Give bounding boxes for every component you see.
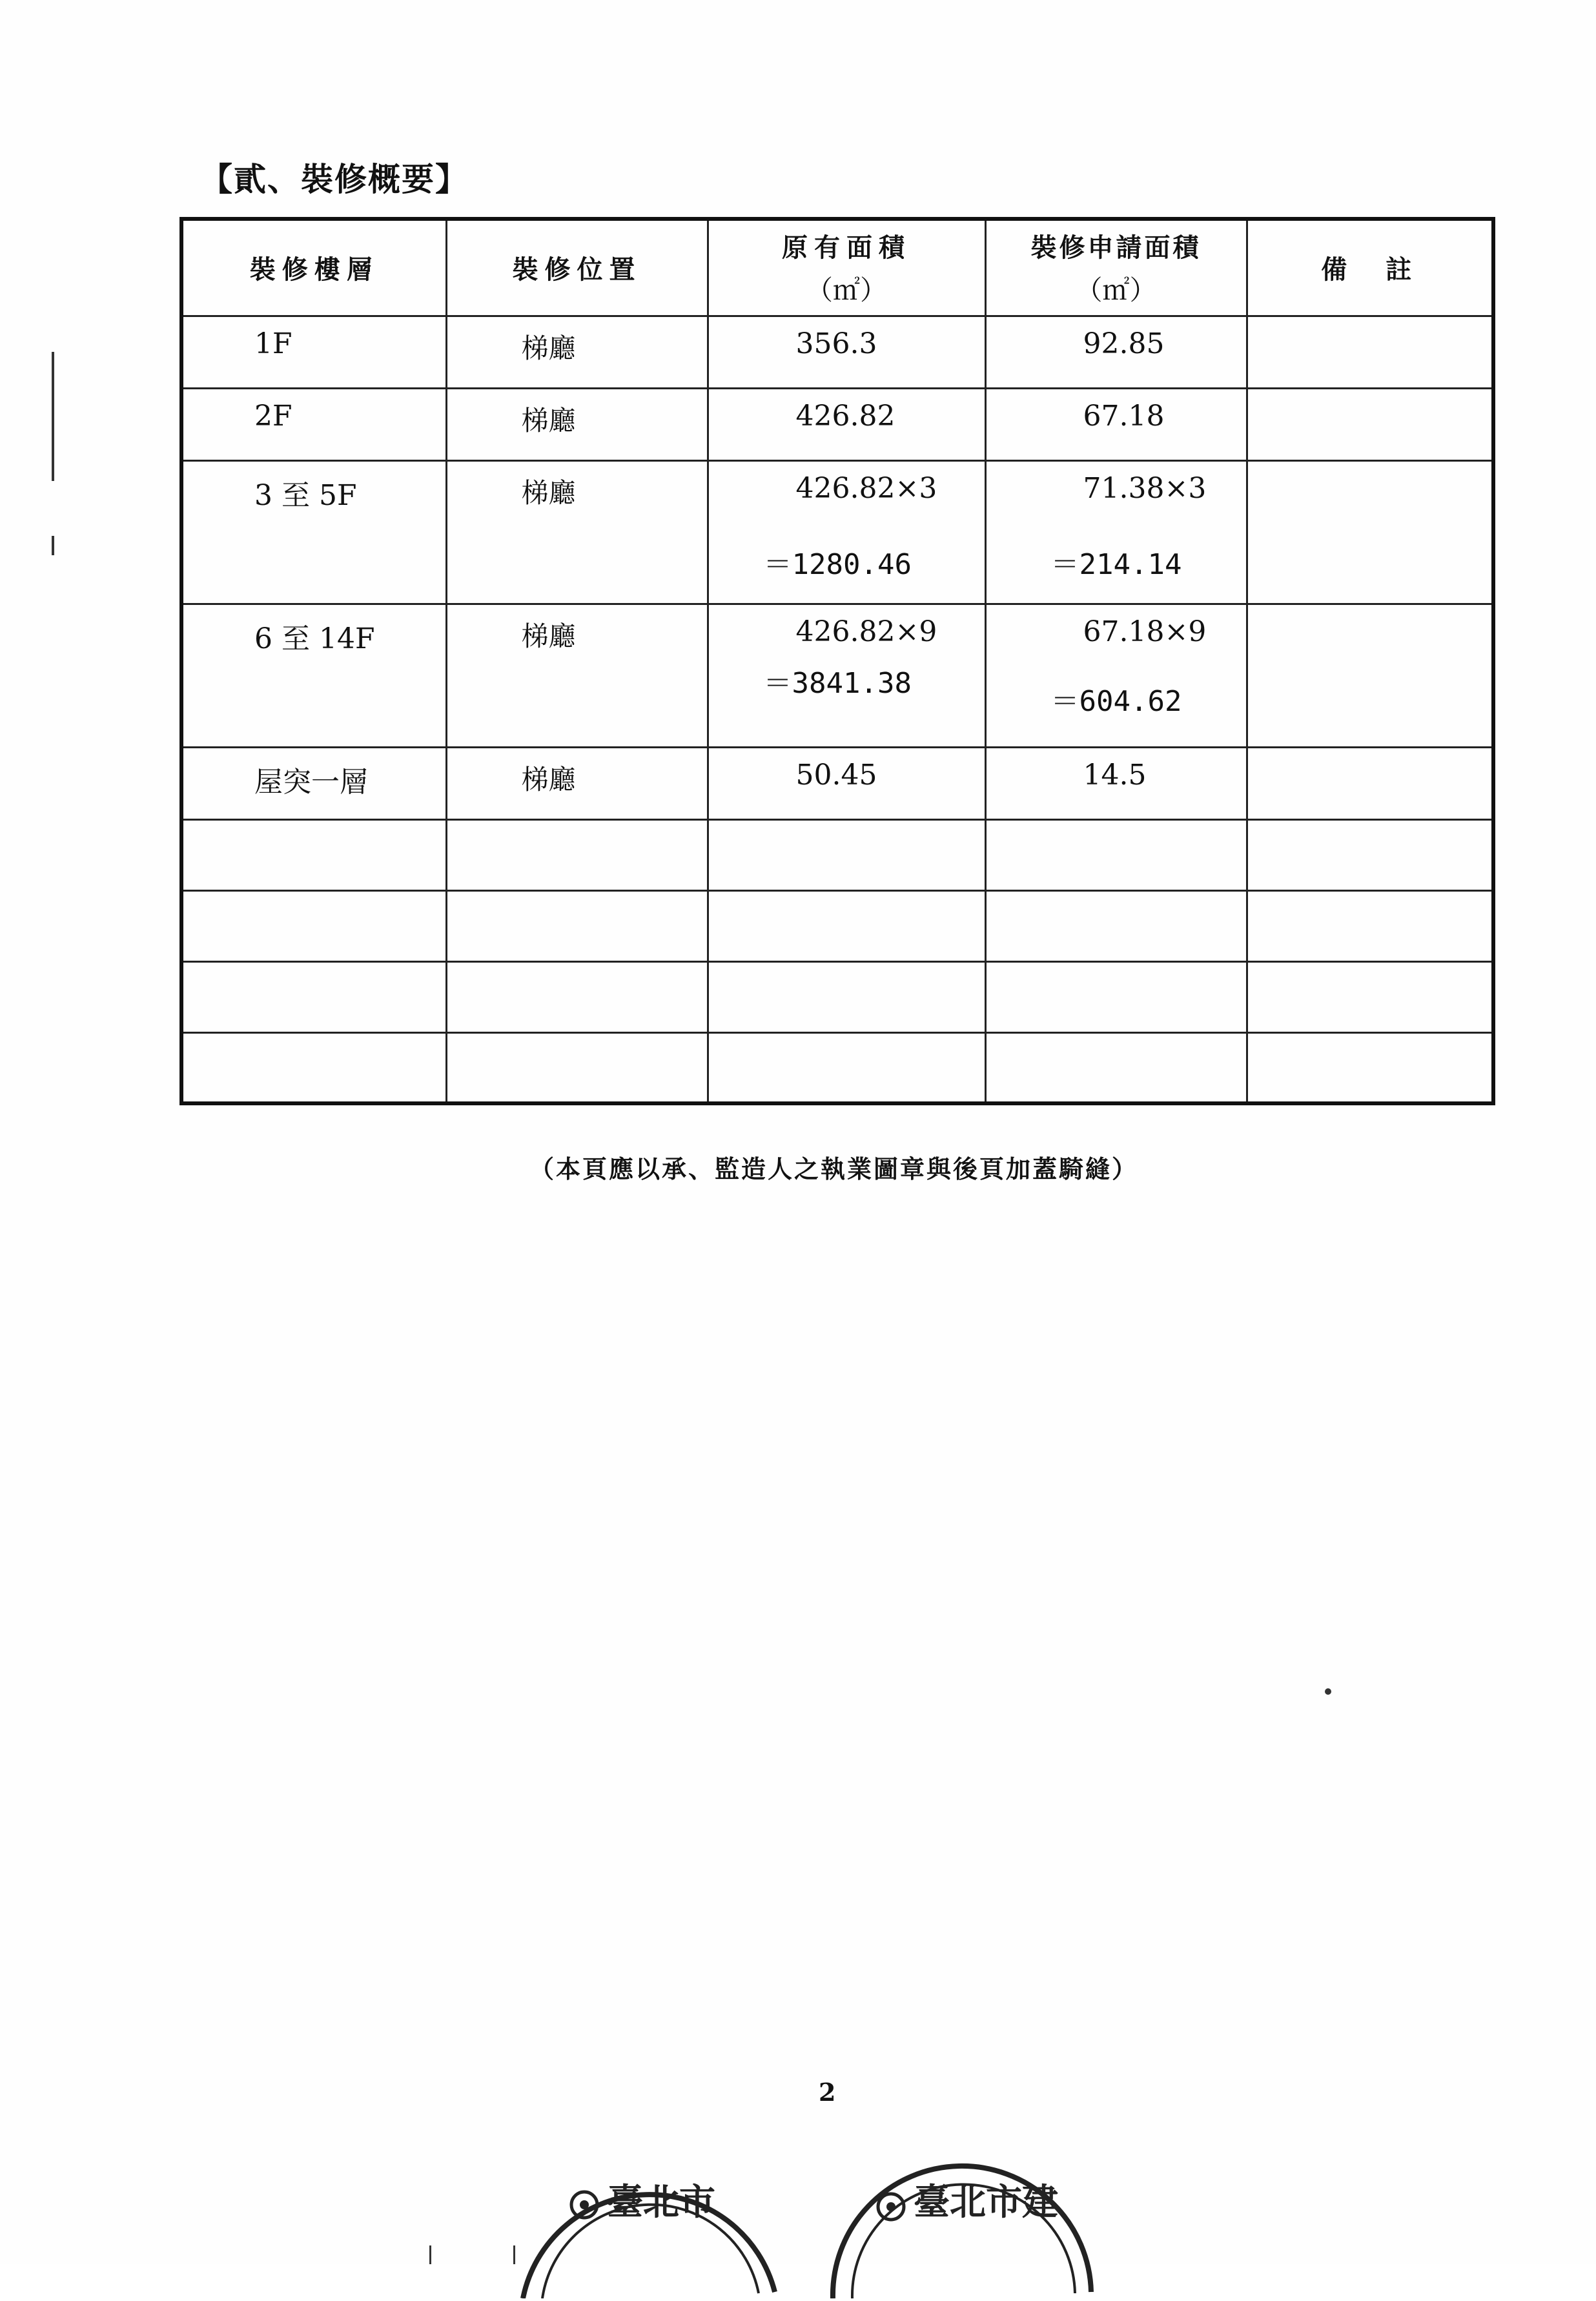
position-cell: 梯廳 [446, 460, 708, 604]
applied-area-cell [985, 604, 1247, 747]
header-applied-area [985, 219, 1247, 316]
header-position: 裝修位置 [446, 219, 708, 316]
header-remarks: 備 註 [1247, 219, 1493, 316]
header-original-area-label: 原有面積 [782, 232, 911, 263]
renovation-summary-table [179, 217, 1495, 1105]
empty-cell [446, 890, 708, 961]
applied-area-total: ＝214.14 [1050, 547, 1182, 581]
floor-cell: 3 至 5F [181, 460, 446, 604]
empty-cell [446, 819, 708, 890]
table-row-empty [181, 819, 1493, 890]
empty-cell [985, 819, 1247, 890]
official-seal-left [510, 2131, 788, 2298]
page-number: 2 [819, 2078, 836, 2107]
empty-cell [985, 890, 1247, 961]
empty-cell [985, 961, 1247, 1032]
applied-area-total: ＝604.62 [1050, 684, 1182, 718]
official-seal-right [820, 2131, 1098, 2298]
header-applied-area-unit: （㎡） [1075, 274, 1157, 307]
empty-cell [446, 1032, 708, 1103]
table-header-row [181, 219, 1493, 316]
empty-cell [1247, 819, 1493, 890]
table-row [181, 604, 1493, 747]
remarks-cell [1247, 747, 1493, 819]
empty-cell [708, 890, 985, 961]
empty-cell [1247, 961, 1493, 1032]
table-row [181, 316, 1493, 388]
empty-cell [708, 1032, 985, 1103]
header-original-area-unit: （㎡） [805, 274, 887, 307]
position-cell: 梯廳 [446, 604, 708, 747]
applied-area-cell: 67.18 [985, 388, 1247, 460]
original-area-formula: 426.82×9 [795, 615, 937, 648]
scan-edge-line [513, 2245, 515, 2264]
header-floor: 裝修樓層 [181, 219, 446, 316]
applied-area-formula: 71.38×3 [1083, 471, 1207, 505]
original-area-formula: 426.82×3 [795, 471, 937, 505]
original-area-cell: 50.45 [708, 747, 985, 819]
remarks-cell [1247, 604, 1493, 747]
original-area-total: ＝1280.46 [763, 547, 912, 581]
applied-area-cell: 92.85 [985, 316, 1247, 388]
empty-cell [708, 819, 985, 890]
empty-cell [181, 890, 446, 961]
applied-area-formula: 67.18×9 [1083, 615, 1207, 648]
empty-cell [1247, 1032, 1493, 1103]
empty-cell [181, 961, 446, 1032]
position-cell: 梯廳 [446, 747, 708, 819]
header-original-area [708, 219, 985, 316]
footer-note: （本頁應以承、監造人之執業圖章與後頁加蓋騎縫） [529, 1154, 1139, 1183]
seal-right-text: 臺北市建 [914, 2181, 1058, 2224]
seal-left-graphic [510, 2131, 788, 2298]
empty-cell [446, 961, 708, 1032]
header-applied-area-label: 裝修申請面積 [1030, 232, 1202, 263]
floor-cell: 1F [181, 316, 446, 388]
applied-area-cell: 14.5 [985, 747, 1247, 819]
binding-margin-mark [52, 352, 54, 481]
binding-margin-mark [52, 536, 54, 555]
applied-area-cell [985, 460, 1247, 604]
scan-speck [1325, 1688, 1331, 1695]
remarks-cell [1247, 316, 1493, 388]
seal-left-text: 臺北市 [607, 2181, 715, 2224]
position-cell: 梯廳 [446, 388, 708, 460]
floor-cell: 6 至 14F [181, 604, 446, 747]
original-area-cell: 426.82 [708, 388, 985, 460]
table-row-empty [181, 1032, 1493, 1103]
original-area-cell [708, 604, 985, 747]
scan-edge-line [429, 2245, 431, 2264]
empty-cell [181, 1032, 446, 1103]
floor-cell: 2F [181, 388, 446, 460]
empty-cell [985, 1032, 1247, 1103]
remarks-cell [1247, 388, 1493, 460]
empty-cell [1247, 890, 1493, 961]
table-row [181, 460, 1493, 604]
table-row [181, 747, 1493, 819]
floor-cell: 屋突一層 [181, 747, 446, 819]
table-row-empty [181, 961, 1493, 1032]
table-row [181, 388, 1493, 460]
original-area-cell [708, 460, 985, 604]
section-heading: 【貳、裝修概要】 [200, 160, 469, 198]
remarks-cell [1247, 460, 1493, 604]
empty-cell [181, 819, 446, 890]
original-area-cell: 356.3 [708, 316, 985, 388]
empty-cell [708, 961, 985, 1032]
seal-right-graphic [820, 2131, 1098, 2298]
position-cell: 梯廳 [446, 316, 708, 388]
original-area-total: ＝3841.38 [763, 666, 912, 700]
table-row-empty [181, 890, 1493, 961]
